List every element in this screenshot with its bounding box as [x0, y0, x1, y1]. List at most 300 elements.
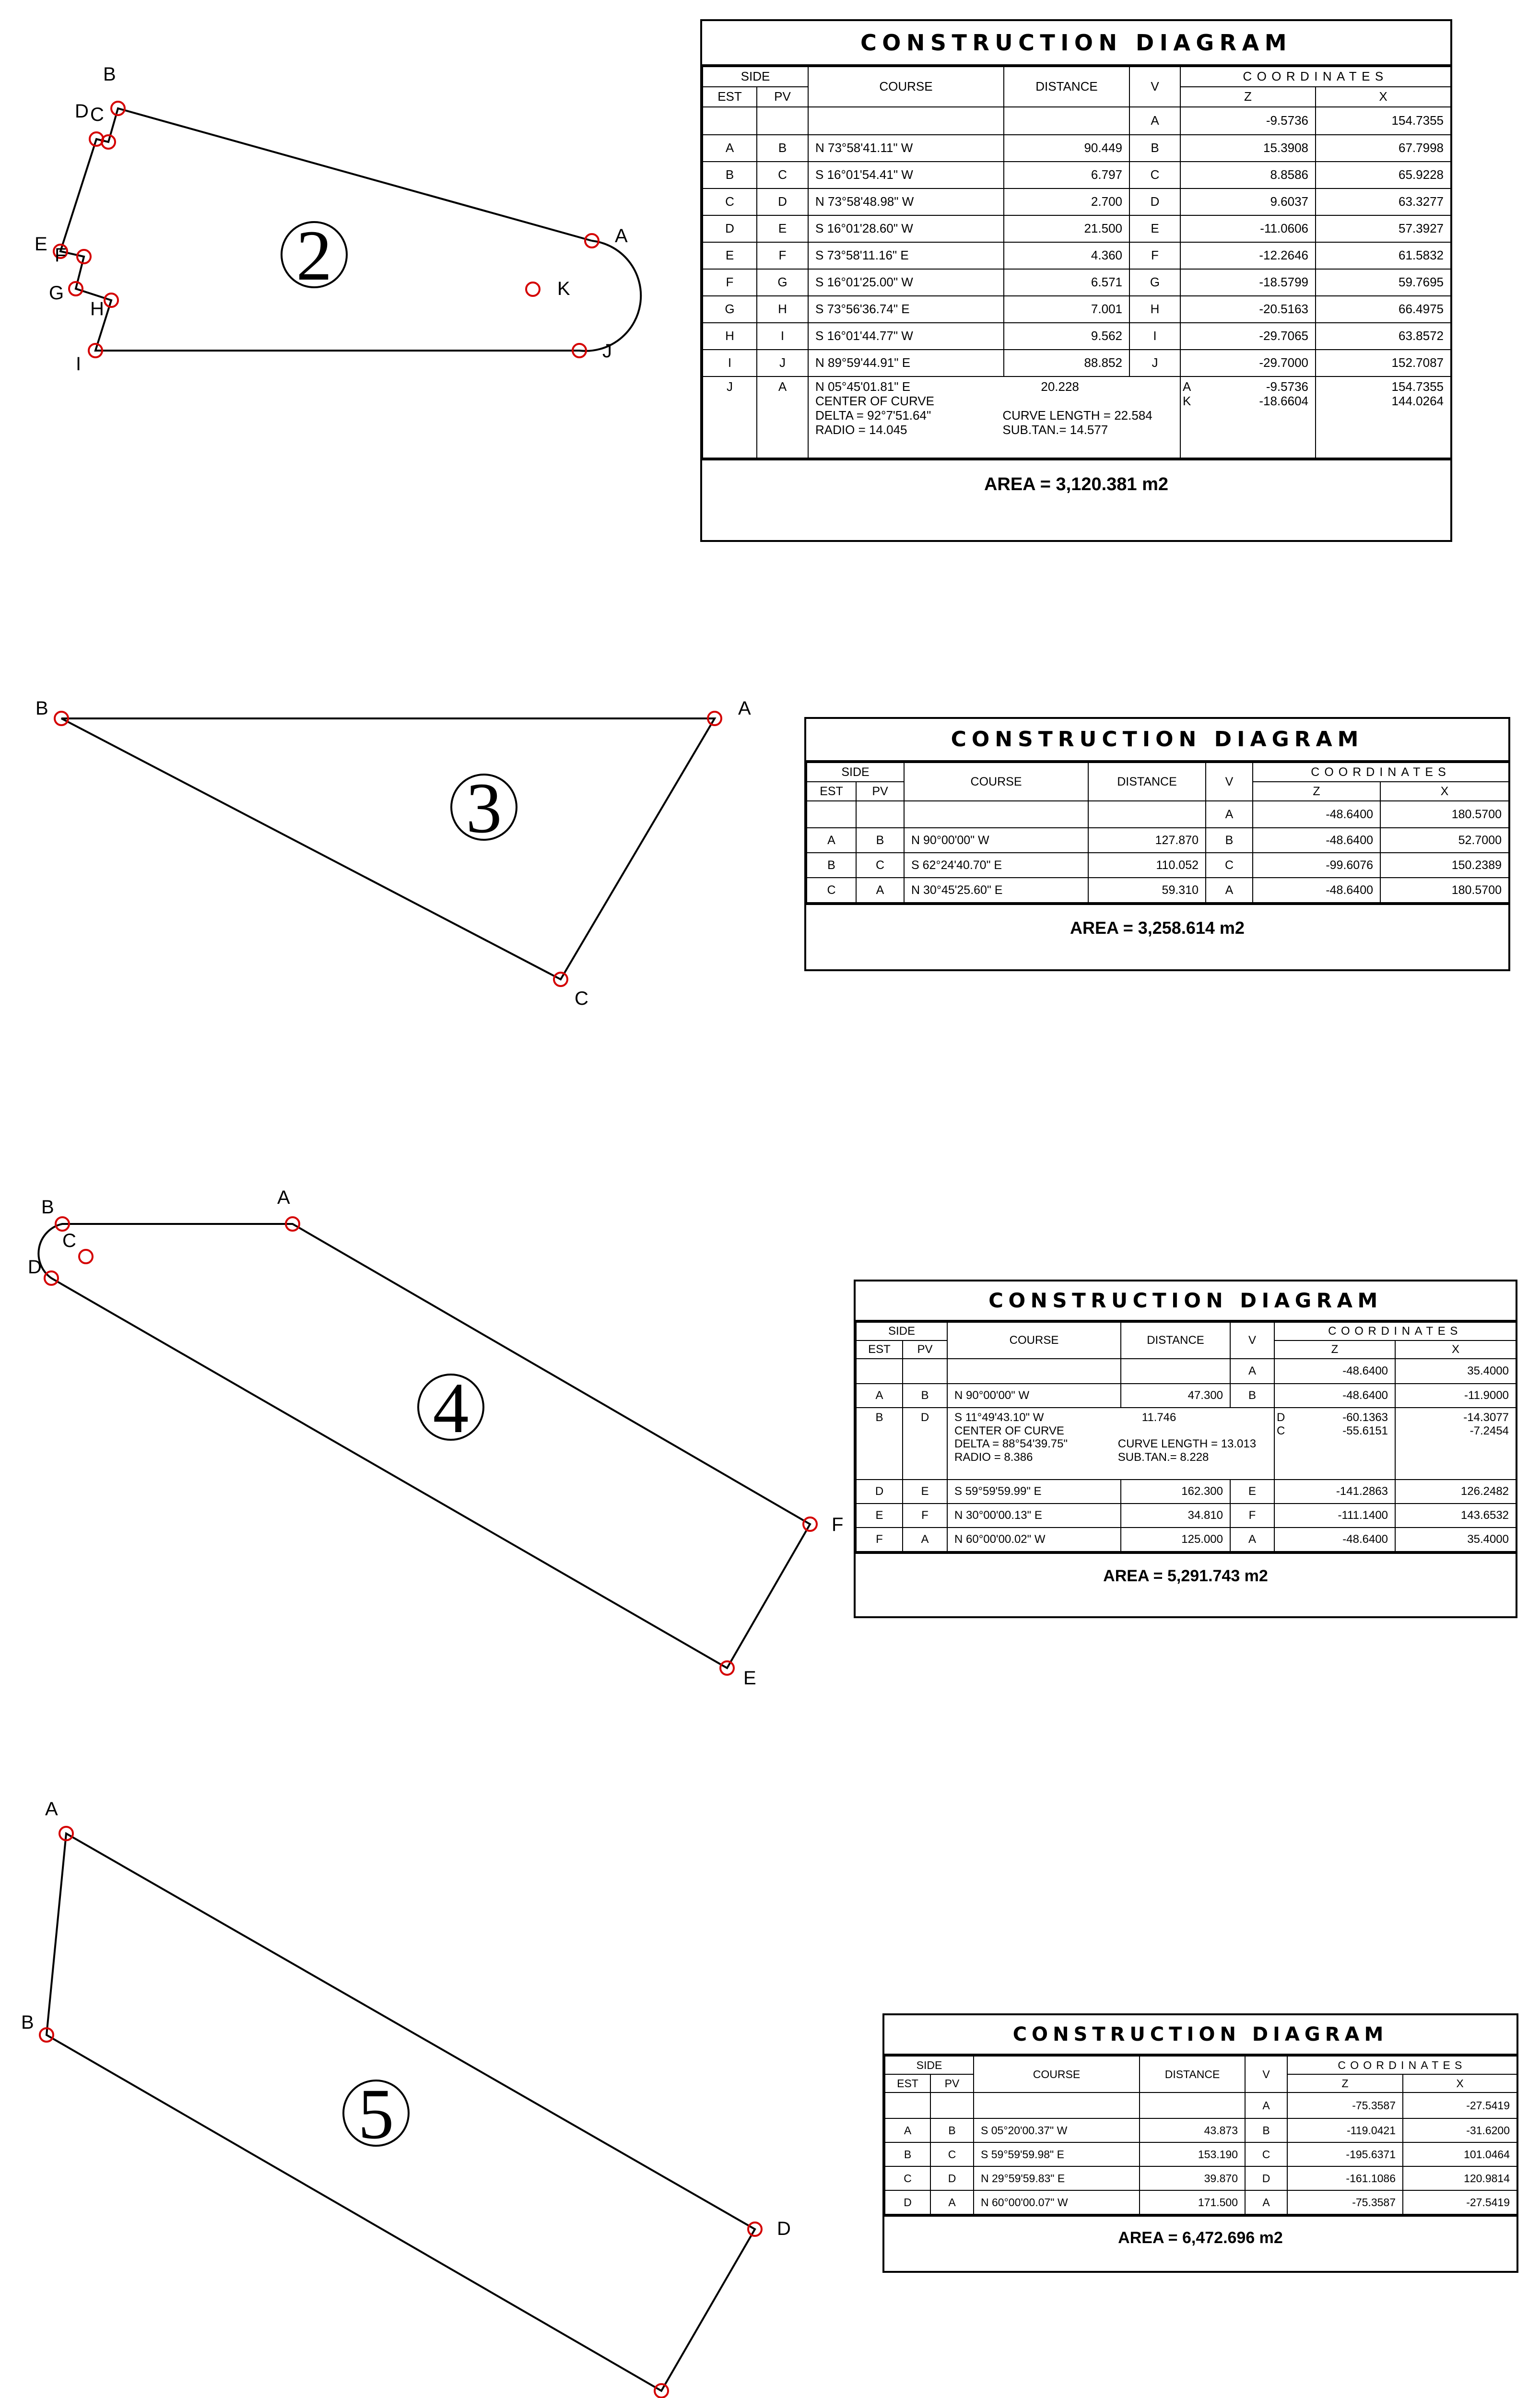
- lot-4-label-f: F: [832, 1514, 844, 1535]
- cell-x: 180.5700: [1380, 801, 1509, 828]
- lot-2-label-i: I: [76, 353, 82, 375]
- curve-subtan: SUB.TAN.= 14.577: [1002, 422, 1108, 437]
- cell-est: D: [856, 1480, 903, 1504]
- table-body-after: [856, 1480, 1516, 1552]
- lot-4-label-a: A: [277, 1187, 290, 1208]
- cell-x: -11.9000: [1395, 1384, 1516, 1408]
- curve-z-k: -18.6604: [1259, 393, 1308, 408]
- lot-2-label-c: C: [90, 104, 104, 125]
- cell-x: 59.7695: [1316, 269, 1451, 296]
- cell-v: F: [1129, 242, 1180, 269]
- curve-subtan: SUB.TAN.= 8.228: [1117, 1450, 1209, 1464]
- cell-distance: 7.001: [1004, 296, 1129, 323]
- cell-est: A: [856, 1384, 903, 1408]
- cell-x: 35.4000: [1395, 1359, 1516, 1384]
- cell-z: -48.6400: [1274, 1359, 1395, 1384]
- cell-distance: 6.571: [1004, 269, 1129, 296]
- table-title: CONSTRUCTION DIAGRAM: [856, 1281, 1516, 1322]
- cell-v: H: [1129, 296, 1180, 323]
- lot-2-label-g: G: [49, 282, 64, 304]
- cell-est: C: [807, 878, 856, 903]
- cell-pv: C: [856, 853, 904, 878]
- lot-4-boundary: [38, 1224, 810, 1668]
- est-header: EST: [807, 782, 856, 801]
- curve-delta: DELTA = 92°7'51.64": [815, 408, 931, 423]
- cell-pv: J: [757, 350, 808, 376]
- table-row: [856, 1504, 1516, 1528]
- table-row: [856, 1480, 1516, 1504]
- curve-v-d: D: [1277, 1411, 1285, 1424]
- table-row: [885, 2190, 1517, 2214]
- cell-v: D: [1129, 188, 1180, 215]
- lot-5-label-a: A: [45, 1798, 58, 1820]
- lot-2-construction-table: [700, 19, 1452, 542]
- cell-distance: 47.300: [1121, 1384, 1230, 1408]
- cell-distance: 39.870: [1140, 2166, 1245, 2190]
- cell-course: N 29°59'59.83" E: [974, 2166, 1140, 2190]
- cell-x: [1316, 376, 1451, 458]
- table-row: [703, 135, 1451, 162]
- coordinates-header: COORDINATES: [1274, 1322, 1516, 1340]
- cell-est: H: [703, 323, 757, 350]
- cell-pv: B: [903, 1384, 947, 1408]
- cell-z: -48.6400: [1253, 828, 1380, 853]
- cell-x: -27.5419: [1403, 2190, 1517, 2214]
- cell-distance: 88.852: [1004, 350, 1129, 376]
- cell-x: 65.9228: [1316, 162, 1451, 188]
- table-row: [703, 269, 1451, 296]
- curve-delta: DELTA = 88°54'39.75": [954, 1437, 1068, 1451]
- table-grid: [806, 762, 1509, 903]
- lot-2-label-a: A: [615, 225, 628, 247]
- cell-z: -20.5163: [1180, 296, 1316, 323]
- cell-v: A: [1245, 2190, 1287, 2214]
- lot-3-label-b: B: [35, 698, 48, 719]
- cell-z: -75.3587: [1287, 2190, 1403, 2214]
- table-row: [703, 188, 1451, 215]
- cell-z: -141.2863: [1274, 1480, 1395, 1504]
- x-header: X: [1316, 87, 1451, 107]
- lot-2-number: 2: [296, 216, 332, 295]
- cell-course: N 60°00'00.07" W: [974, 2190, 1140, 2214]
- coordinates-header: COORDINATES: [1180, 67, 1451, 87]
- z-header: Z: [1253, 782, 1380, 801]
- cell-course: N 90°00'00" W: [947, 1384, 1121, 1408]
- cell-v: F: [1230, 1504, 1274, 1528]
- v-header: V: [1206, 763, 1253, 801]
- pv-header: PV: [757, 87, 808, 107]
- cell-z: 9.6037: [1180, 188, 1316, 215]
- lot-3-drawing: [35, 698, 751, 1009]
- cell-course: S 16°01'44.77" W: [808, 323, 1004, 350]
- table-row: [885, 2142, 1517, 2166]
- cell-pv: B: [856, 828, 904, 853]
- cell-z: -12.2646: [1180, 242, 1316, 269]
- cell-course: N 30°45'25.60" E: [904, 878, 1088, 903]
- z-header: Z: [1274, 1340, 1395, 1359]
- curve-radio: RADIO = 8.386: [954, 1450, 1033, 1464]
- cell-est: E: [856, 1504, 903, 1528]
- cell-z: -18.5799: [1180, 269, 1316, 296]
- lot-2-label-k: K: [557, 278, 570, 299]
- est-header: EST: [885, 2074, 930, 2092]
- cell-est: F: [703, 269, 757, 296]
- curve-x-d: -14.3077: [1463, 1411, 1509, 1424]
- cell-distance: 21.500: [1004, 215, 1129, 242]
- cell-z: -161.1086: [1287, 2166, 1403, 2190]
- distance-header: DISTANCE: [1140, 2056, 1245, 2092]
- table-title: CONSTRUCTION DIAGRAM: [884, 2015, 1516, 2056]
- cell-distance: 125.000: [1121, 1528, 1230, 1552]
- center-of-curve-label: CENTER OF CURVE: [954, 1424, 1064, 1437]
- lot-4-construction-table: [854, 1280, 1517, 1618]
- cell-course: N 05°45'01.81" E: [815, 379, 911, 394]
- cell-distance: 127.870: [1088, 828, 1206, 853]
- cell-x: 52.7000: [1380, 828, 1509, 853]
- table-row: [703, 296, 1451, 323]
- curve-details: [808, 376, 1180, 458]
- curve-v-a: A: [1183, 379, 1191, 394]
- cell-course: S 05°20'00.37" W: [974, 2118, 1140, 2142]
- v-header: V: [1245, 2056, 1287, 2092]
- cell-v: B: [1230, 1384, 1274, 1408]
- table-title: CONSTRUCTION DIAGRAM: [702, 21, 1450, 66]
- curve-length: CURVE LENGTH = 13.013: [1117, 1437, 1257, 1451]
- table-row: [856, 1384, 1516, 1408]
- cell-pv: H: [757, 296, 808, 323]
- cell-z: -9.5736: [1180, 107, 1316, 135]
- curve-x-k: 144.0264: [1391, 393, 1444, 408]
- pv-header: PV: [856, 782, 904, 801]
- lot-4-drawing: [28, 1187, 843, 1689]
- table-grid: [702, 66, 1451, 458]
- cell-v: B: [1245, 2118, 1287, 2142]
- table-row: [703, 162, 1451, 188]
- cell-z: 8.8586: [1180, 162, 1316, 188]
- cell-x: 63.8572: [1316, 323, 1451, 350]
- curve-x-a: 154.7355: [1391, 379, 1444, 394]
- cell-course: S 73°58'11.16" E: [808, 242, 1004, 269]
- table-title: CONSTRUCTION DIAGRAM: [806, 719, 1508, 762]
- table-row: [703, 215, 1451, 242]
- cell-x: 67.7998: [1316, 135, 1451, 162]
- distance-header: DISTANCE: [1088, 763, 1206, 801]
- cell-pv: D: [930, 2166, 974, 2190]
- cell-pv: A: [930, 2190, 974, 2214]
- lot-2-vertex-k: [526, 282, 540, 296]
- course-header: COURSE: [904, 763, 1088, 801]
- cell-est: I: [703, 350, 757, 376]
- cell-course: S 16°01'28.60" W: [808, 215, 1004, 242]
- table-row-start: [703, 107, 1451, 135]
- cell-pv: E: [903, 1480, 947, 1504]
- cell-v: G: [1129, 269, 1180, 296]
- table-body: [885, 2118, 1517, 2214]
- cell-v: A: [1230, 1359, 1274, 1384]
- table-row: [807, 828, 1509, 853]
- curve-z-c: -55.6151: [1342, 1424, 1388, 1437]
- center-of-curve-label: CENTER OF CURVE: [815, 393, 934, 408]
- cell-pv: C: [930, 2142, 974, 2166]
- cell-v: A: [1206, 878, 1253, 903]
- cell-z: -48.6400: [1253, 801, 1380, 828]
- cell-z: -48.6400: [1253, 878, 1380, 903]
- table-row-start: [807, 801, 1509, 828]
- z-header: Z: [1180, 87, 1316, 107]
- cell-x: -27.5419: [1403, 2092, 1517, 2118]
- cell-distance: 59.310: [1088, 878, 1206, 903]
- lot-3-boundary: [61, 718, 715, 979]
- cell-course: N 90°00'00" W: [904, 828, 1088, 853]
- cell-pv: D: [757, 188, 808, 215]
- side-header: SIDE: [885, 2056, 974, 2074]
- coordinates-header: COORDINATES: [1287, 2056, 1517, 2074]
- lot-4-label-c: C: [62, 1230, 76, 1251]
- side-header: SIDE: [703, 67, 808, 87]
- curve-v-c: C: [1277, 1424, 1285, 1437]
- cell-distance: 9.562: [1004, 323, 1129, 350]
- cell-est: D: [703, 215, 757, 242]
- cell-v: I: [1129, 323, 1180, 350]
- cell-x: 66.4975: [1316, 296, 1451, 323]
- cell-distance: 4.360: [1004, 242, 1129, 269]
- cell-pv: A: [903, 1528, 947, 1552]
- curve-x-c: -7.2454: [1469, 1424, 1509, 1437]
- lot-2-label-b: B: [103, 64, 116, 85]
- cell-distance: 153.190: [1140, 2142, 1245, 2166]
- lot-4-label-d: D: [28, 1257, 42, 1278]
- lot-5-number: 5: [358, 2074, 394, 2154]
- cell-z: -75.3587: [1287, 2092, 1403, 2118]
- cell-x: 61.5832: [1316, 242, 1451, 269]
- cell-z: -48.6400: [1274, 1528, 1395, 1552]
- cell-v: C: [1206, 853, 1253, 878]
- area-total: AREA = 5,291.743 m2: [856, 1552, 1516, 1598]
- cell-x: 35.4000: [1395, 1528, 1516, 1552]
- cell-distance: 34.810: [1121, 1504, 1230, 1528]
- cell-est: C: [885, 2166, 930, 2190]
- curve-z-d: -60.1363: [1342, 1411, 1388, 1424]
- cell-z: -48.6400: [1274, 1384, 1395, 1408]
- lot-5-drawing: [21, 1798, 791, 2398]
- lot-5-label-d: D: [777, 2218, 791, 2239]
- cell-course: N 73°58'48.98" W: [808, 188, 1004, 215]
- cell-v: A: [1129, 107, 1180, 135]
- cell-pv: A: [757, 376, 808, 458]
- table-row: [703, 323, 1451, 350]
- table-row: [703, 242, 1451, 269]
- cell-v: J: [1129, 350, 1180, 376]
- cell-x: 154.7355: [1316, 107, 1451, 135]
- cell-v: B: [1206, 828, 1253, 853]
- coordinates-header: COORDINATES: [1253, 763, 1509, 782]
- v-header: V: [1129, 67, 1180, 107]
- area-total: AREA = 3,120.381 m2: [702, 458, 1450, 508]
- x-header: X: [1395, 1340, 1516, 1359]
- cell-est: B: [807, 853, 856, 878]
- cell-pv: D: [903, 1408, 947, 1480]
- cell-pv: I: [757, 323, 808, 350]
- cell-est: A: [885, 2118, 930, 2142]
- cell-pv: F: [757, 242, 808, 269]
- cell-pv: A: [856, 878, 904, 903]
- cell-x: 120.9814: [1403, 2166, 1517, 2190]
- cell-distance: 43.873: [1140, 2118, 1245, 2142]
- lot-4-label-e: E: [743, 1668, 756, 1689]
- lot-3-label-a: A: [738, 698, 751, 719]
- distance-header: DISTANCE: [1121, 1322, 1230, 1359]
- table-row-start: [856, 1359, 1516, 1384]
- lot-5-construction-table: [882, 2013, 1518, 2273]
- cell-x: 101.0464: [1403, 2142, 1517, 2166]
- cell-v: A: [1206, 801, 1253, 828]
- cell-x: [1395, 1408, 1516, 1480]
- cell-course: N 73°58'41.11" W: [808, 135, 1004, 162]
- cell-est: D: [885, 2190, 930, 2214]
- cell-distance: 11.746: [1141, 1411, 1176, 1424]
- cell-distance: 6.797: [1004, 162, 1129, 188]
- cell-course: S 73°56'36.74" E: [808, 296, 1004, 323]
- cell-distance: 110.052: [1088, 853, 1206, 878]
- cell-pv: B: [757, 135, 808, 162]
- v-header: V: [1230, 1322, 1274, 1359]
- side-header: SIDE: [856, 1322, 947, 1340]
- cell-x: 150.2389: [1380, 853, 1509, 878]
- cell-course: S 59°59'59.98" E: [974, 2142, 1140, 2166]
- lot-2-label-h: H: [90, 298, 104, 319]
- cell-pv: C: [757, 162, 808, 188]
- cell-v: A: [1230, 1528, 1274, 1552]
- cell-est: J: [703, 376, 757, 458]
- cell-z: [1274, 1408, 1395, 1480]
- table-grid: [884, 2056, 1517, 2215]
- x-header: X: [1403, 2074, 1517, 2092]
- cell-course: S 62°24'40.70" E: [904, 853, 1088, 878]
- side-header: SIDE: [807, 763, 904, 782]
- course-header: COURSE: [974, 2056, 1140, 2092]
- cell-v: D: [1245, 2166, 1287, 2190]
- x-header: X: [1380, 782, 1509, 801]
- cell-distance: 90.449: [1004, 135, 1129, 162]
- table-row-curve: [856, 1408, 1516, 1480]
- curve-length: CURVE LENGTH = 22.584: [1002, 408, 1152, 423]
- curve-details: [947, 1408, 1274, 1480]
- table-body: [807, 828, 1509, 903]
- area-total: AREA = 3,258.614 m2: [806, 903, 1508, 951]
- cell-z: -195.6371: [1287, 2142, 1403, 2166]
- cell-distance: 162.300: [1121, 1480, 1230, 1504]
- lot-5-boundary: [47, 1834, 755, 2391]
- distance-header: DISTANCE: [1004, 67, 1129, 107]
- cell-x: 143.6532: [1395, 1504, 1516, 1528]
- curve-radio: RADIO = 14.045: [815, 422, 907, 437]
- header-row: [703, 67, 1451, 87]
- table-grid: [856, 1322, 1516, 1552]
- cell-v: E: [1129, 215, 1180, 242]
- cell-est: E: [703, 242, 757, 269]
- cell-v: C: [1245, 2142, 1287, 2166]
- table-row: [885, 2166, 1517, 2190]
- table-body-before: [856, 1384, 1516, 1408]
- lot-2-drawing: [35, 64, 641, 375]
- cell-course: S 16°01'54.41" W: [808, 162, 1004, 188]
- course-header: COURSE: [808, 67, 1004, 107]
- cell-v: B: [1129, 135, 1180, 162]
- table-row-curve: [703, 376, 1451, 458]
- cell-distance: 2.700: [1004, 188, 1129, 215]
- area-total: AREA = 6,472.696 m2: [884, 2215, 1516, 2259]
- cell-est: B: [703, 162, 757, 188]
- table-row: [807, 853, 1509, 878]
- cell-z: [1180, 376, 1316, 458]
- lot-5-label-b: B: [21, 2012, 34, 2033]
- cell-course: N 30°00'00.13" E: [947, 1504, 1121, 1528]
- cell-x: 63.3277: [1316, 188, 1451, 215]
- cell-course: S 59°59'59.99" E: [947, 1480, 1121, 1504]
- lot-2-label-j: J: [602, 341, 612, 362]
- cell-x: -31.6200: [1403, 2118, 1517, 2142]
- cell-z: -99.6076: [1253, 853, 1380, 878]
- cell-est: G: [703, 296, 757, 323]
- lot-3-label-c: C: [575, 988, 588, 1009]
- lot-3-number: 3: [466, 768, 502, 848]
- lot-2-label-d: D: [75, 101, 89, 122]
- cell-z: -111.1400: [1274, 1504, 1395, 1528]
- curve-v-k: K: [1183, 393, 1191, 408]
- cell-pv: F: [903, 1504, 947, 1528]
- table-row: [856, 1528, 1516, 1552]
- cell-z: -29.7000: [1180, 350, 1316, 376]
- cell-z: -11.0606: [1180, 215, 1316, 242]
- cell-x: 57.3927: [1316, 215, 1451, 242]
- course-header: COURSE: [947, 1322, 1121, 1359]
- cell-est: C: [703, 188, 757, 215]
- cell-course: N 60°00'00.02" W: [947, 1528, 1121, 1552]
- table-row-start: [885, 2092, 1517, 2118]
- lot-4-number: 4: [433, 1368, 469, 1448]
- cell-distance: 20.228: [1041, 379, 1079, 394]
- lot-4-vertex-c: [79, 1250, 93, 1263]
- cell-course: S 16°01'25.00" W: [808, 269, 1004, 296]
- est-header: EST: [856, 1340, 903, 1359]
- table-row: [703, 350, 1451, 376]
- table-row: [885, 2118, 1517, 2142]
- z-header: Z: [1287, 2074, 1403, 2092]
- lot-3-construction-table: [804, 717, 1510, 971]
- cell-z: -29.7065: [1180, 323, 1316, 350]
- cell-course: N 89°59'44.91" E: [808, 350, 1004, 376]
- pv-header: PV: [903, 1340, 947, 1359]
- lot-2-boundary: [60, 108, 641, 351]
- cell-est: A: [703, 135, 757, 162]
- cell-est: B: [856, 1408, 903, 1480]
- cell-est: A: [807, 828, 856, 853]
- cell-z: -119.0421: [1287, 2118, 1403, 2142]
- cell-x: 180.5700: [1380, 878, 1509, 903]
- lot-4-label-b: B: [41, 1197, 54, 1218]
- cell-course: S 11°49'43.10" W: [954, 1411, 1044, 1424]
- est-header: EST: [703, 87, 757, 107]
- cell-v: C: [1129, 162, 1180, 188]
- cell-pv: B: [930, 2118, 974, 2142]
- table-body: [703, 135, 1451, 376]
- cell-est: F: [856, 1528, 903, 1552]
- table-row: [807, 878, 1509, 903]
- cell-pv: G: [757, 269, 808, 296]
- cell-v: A: [1245, 2092, 1287, 2118]
- cell-est: B: [885, 2142, 930, 2166]
- curve-z-a: -9.5736: [1266, 379, 1308, 394]
